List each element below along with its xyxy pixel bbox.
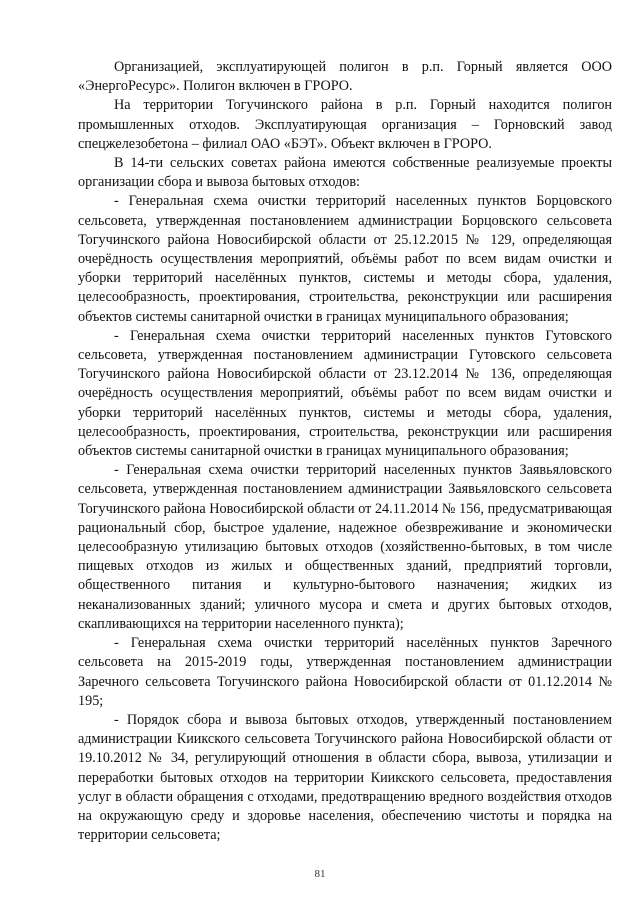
paragraph-rural-councils-intro: В 14-ти сельских советах района имеются собственные реализуемые проекты организации сбора и вывоза бытовых отходов: [78, 155, 612, 191]
document-body [78, 58, 612, 845]
list-item-bortsovsky-scheme: - Генеральная схема очистки территорий населенных пунктов Борцовского сельсовета, утвержденная постановлением администрации Борцовского сельсовета Тогучинского района Новосибирской области от 25.12.2015 № 129, определяющая очерёдность осуществления мероприятий, объёмы работ по всем видам очистки и уборки территорий населённых пунктов, системы и методы сбора, удаления, целесообразность, проектирования, строительства, реконструкции или расширения объектов системы санитарной очистки в границах муниципального образования; [78, 193, 612, 325]
list-item-gutovsky-scheme: - Генеральная схема очистки территорий населенных пунктов Гутовского сельсовета, утвержденная постановлением администрации Гутовского сельсовета Тогучинского района Новосибирской области от 23.12.2014 № 136, определяющая очерёдность осуществления мероприятий, объёмы работ по всем видам очистки и уборки территорий населённых пунктов, системы и методы сбора, удаления, целесообразность, проектирования, строительства, реконструкции или расширения объектов системы санитарной очистки в границах муниципального образования; [78, 327, 612, 460]
page-number: 81 [314, 868, 326, 880]
list-item-zayavyalovsky-scheme: - Генеральная схема очистки территорий населенных пунктов Заявьяловского сельсовета, утвержденная постановлением администрации Заявьяловского сельсовета Тогучинского района Новосибирской области от 24.11.2014 № 156, предусматривающая рациональный сбор, быстрое удаление, надежное обезвреживание и экономически целесообразную утилизацию бытовых отходов (хозяйственно-бытовых, в том числе пищевых отходов из жилых и общественных зданий, предприятий торговли, общественного питания и культурно-бытового назначения; жидких из неканализованных зданий; уличного мусора и смета и других бытовых отходов, скапливающихся на территории населенного пункта); [78, 462, 612, 632]
list-item-kiiksky-procedure: - Порядок сбора и вывоза бытовых отходов, утвержденный постановлением администрации Киикского сельсовета Тогучинского района Новосибирской области от 19.10.2012 № 34, регулирующий отношения в области сбора, вывоза, утилизации и переработки бытовых отходов на территории Киикского сельсовета, предоставления услуг в области обращения с отходами, предотвращению вредного воздействия отходов на окружающую среду и здоровье населения, обеспечению чистоты и порядка на территории сельсовета; [78, 711, 612, 844]
paragraph-industrial-landfill: На территории Тогучинского района в р.п. Горный находится полигон промышленных отходов. Эксплуатирующая организация – Горновский завод спецжелезобетона – филиал ОАО «БЭТ». Объект включен в ГРОРО. [78, 97, 612, 152]
list-item-zarechny-scheme: - Генеральная схема очистки территорий населённых пунктов Заречного сельсовета на 2015-2019 годы, утвержденная постановлением администрации Заречного сельсовета Тогучинского района Новосибирской области от 01.12.2014 № 195; [78, 635, 612, 709]
paragraph-landfill-operator: Организацией, эксплуатирующей полигон в р.п. Горный является ООО «ЭнергоРесурс». Полигон включен в ГРОРО. [78, 59, 612, 95]
